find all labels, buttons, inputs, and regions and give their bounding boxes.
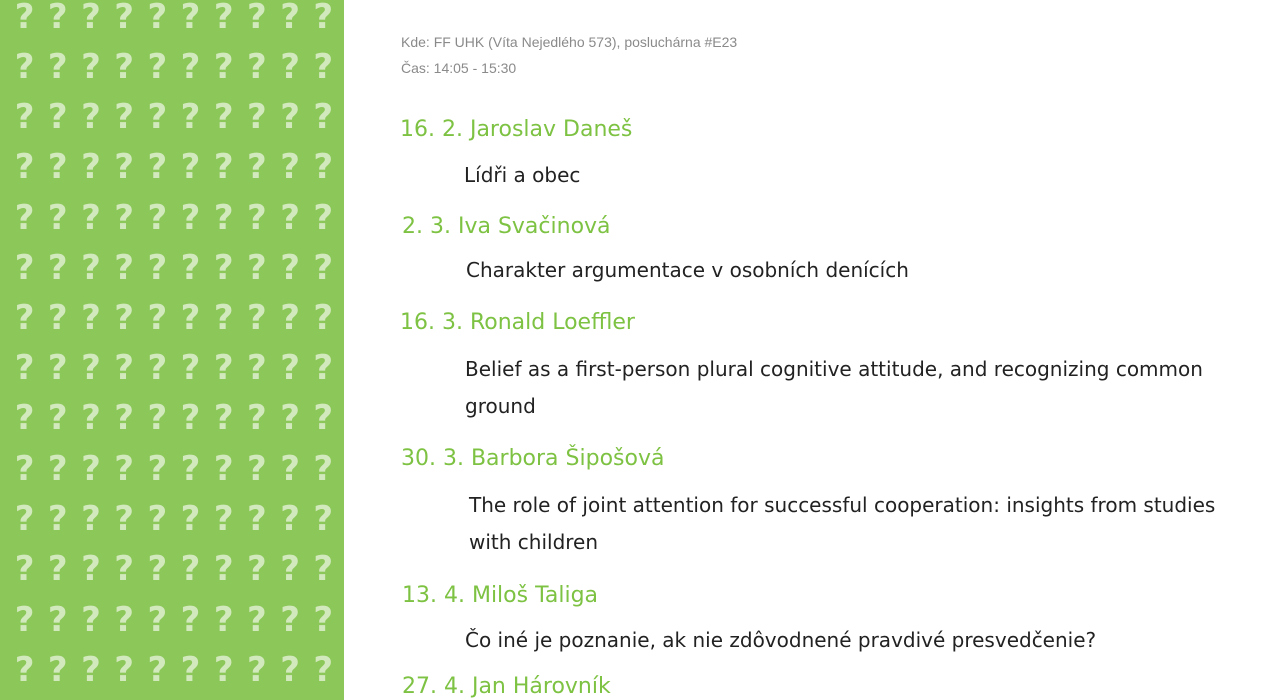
question-mark-icon: ? — [147, 549, 168, 589]
question-mark-icon: ? — [247, 248, 267, 288]
question-mark-icon: ? — [280, 198, 300, 238]
question-mark-icon: ? — [313, 549, 334, 589]
question-mark-icon: ? — [114, 398, 135, 438]
question-mark-row — [8, 595, 340, 645]
question-mark-icon: ? — [213, 398, 234, 438]
question-mark-icon: ? — [180, 298, 201, 338]
question-mark-icon: ? — [213, 0, 234, 37]
question-mark-icon: ? — [114, 198, 135, 238]
event-title: Lídři a obec — [464, 163, 581, 187]
question-mark-icon: ? — [280, 600, 300, 640]
question-mark-icon: ? — [213, 600, 234, 640]
event-date-speaker: 16. 2. Jaroslav Daneš — [400, 117, 633, 142]
question-mark-icon: ? — [14, 0, 35, 37]
question-mark-row — [8, 645, 340, 695]
question-mark-icon: ? — [147, 600, 168, 640]
question-mark-icon: ? — [14, 449, 35, 489]
question-mark-icon: ? — [47, 198, 68, 238]
question-mark-icon: ? — [47, 449, 68, 489]
event-title: Charakter argumentace v osobních denících — [466, 258, 909, 282]
question-mark-icon: ? — [313, 650, 334, 690]
question-mark-row — [8, 0, 340, 42]
question-mark-icon: ? — [180, 198, 201, 238]
question-mark-icon: ? — [14, 348, 35, 388]
question-mark-icon: ? — [81, 650, 101, 690]
question-mark-icon: ? — [81, 348, 101, 388]
question-mark-icon: ? — [81, 600, 101, 640]
question-mark-icon: ? — [147, 0, 168, 37]
question-mark-icon: ? — [114, 147, 135, 187]
question-mark-icon: ? — [313, 97, 334, 137]
question-mark-icon: ? — [247, 499, 267, 539]
question-mark-icon: ? — [247, 47, 267, 87]
question-mark-row — [8, 494, 340, 544]
question-mark-icon: ? — [213, 198, 234, 238]
event-date-speaker: 2. 3. Iva Svačinová — [402, 214, 611, 239]
question-mark-icon: ? — [180, 97, 201, 137]
question-mark-icon: ? — [47, 650, 68, 690]
question-mark-icon: ? — [14, 97, 35, 137]
question-mark-icon: ? — [180, 549, 201, 589]
question-mark-icon: ? — [180, 499, 201, 539]
question-mark-icon: ? — [81, 198, 101, 238]
question-mark-icon: ? — [114, 298, 135, 338]
question-mark-icon: ? — [247, 600, 267, 640]
event-date-speaker: 16. 3. Ronald Loeffler — [400, 310, 635, 335]
question-mark-icon: ? — [81, 147, 101, 187]
question-mark-icon: ? — [313, 0, 334, 37]
question-mark-icon: ? — [147, 147, 168, 187]
event-title: Čo iné je poznanie, ak nie zdôvodnené pravdivé presvedčenie? — [465, 628, 1097, 652]
question-mark-icon: ? — [313, 248, 334, 288]
question-mark-icon: ? — [280, 449, 300, 489]
question-mark-icon: ? — [14, 47, 35, 87]
question-mark-pattern-panel — [0, 0, 344, 700]
question-mark-icon: ? — [81, 499, 101, 539]
question-mark-icon: ? — [280, 650, 300, 690]
question-mark-icon: ? — [147, 499, 168, 539]
question-mark-icon: ? — [313, 147, 334, 187]
question-mark-icon: ? — [47, 248, 68, 288]
question-mark-icon: ? — [180, 348, 201, 388]
question-mark-row — [8, 193, 340, 243]
question-mark-icon: ? — [14, 549, 35, 589]
question-mark-icon: ? — [14, 248, 35, 288]
question-mark-icon: ? — [247, 549, 267, 589]
question-mark-icon: ? — [114, 348, 135, 388]
question-mark-icon: ? — [280, 298, 300, 338]
question-mark-icon: ? — [247, 650, 267, 690]
question-mark-icon: ? — [114, 0, 135, 37]
event-date-speaker: 13. 4. Miloš Taliga — [402, 583, 599, 608]
question-mark-row — [8, 42, 340, 92]
question-mark-icon: ? — [114, 600, 135, 640]
question-mark-icon: ? — [114, 549, 135, 589]
question-mark-icon: ? — [47, 499, 68, 539]
question-mark-icon: ? — [147, 650, 168, 690]
question-mark-icon: ? — [247, 97, 267, 137]
question-mark-row — [8, 544, 340, 594]
question-mark-icon: ? — [14, 600, 35, 640]
question-mark-icon: ? — [81, 248, 101, 288]
question-mark-icon: ? — [114, 650, 135, 690]
question-mark-icon: ? — [313, 499, 334, 539]
question-mark-icon: ? — [147, 248, 168, 288]
question-mark-icon: ? — [247, 198, 267, 238]
clipped-top-text — [400, 0, 1260, 6]
question-mark-icon: ? — [213, 248, 234, 288]
question-mark-icon: ? — [180, 449, 201, 489]
question-mark-icon: ? — [313, 449, 334, 489]
question-mark-icon: ? — [14, 650, 35, 690]
question-mark-icon: ? — [114, 449, 135, 489]
question-mark-icon: ? — [180, 47, 201, 87]
question-mark-icon: ? — [213, 298, 234, 338]
question-mark-icon: ? — [47, 298, 68, 338]
question-mark-icon: ? — [14, 398, 35, 438]
question-mark-icon: ? — [280, 499, 300, 539]
question-mark-icon: ? — [14, 198, 35, 238]
question-mark-icon: ? — [47, 398, 68, 438]
question-mark-icon: ? — [147, 348, 168, 388]
question-mark-icon: ? — [47, 97, 68, 137]
question-mark-icon: ? — [213, 449, 234, 489]
event-title: Belief as a first-person plural cognitive attitude, and recognizing common ground — [465, 357, 1203, 418]
question-mark-icon: ? — [47, 47, 68, 87]
question-mark-row — [8, 343, 340, 393]
question-mark-icon: ? — [47, 549, 68, 589]
question-mark-row — [8, 393, 340, 443]
question-mark-icon: ? — [313, 198, 334, 238]
schedule-content — [344, 0, 1270, 700]
question-mark-icon: ? — [213, 549, 234, 589]
question-mark-icon: ? — [114, 47, 135, 87]
question-mark-icon: ? — [14, 499, 35, 539]
question-mark-icon: ? — [180, 398, 201, 438]
question-mark-icon: ? — [47, 0, 68, 37]
question-mark-row — [8, 142, 340, 192]
question-mark-icon: ? — [47, 147, 68, 187]
question-mark-icon: ? — [114, 248, 135, 288]
question-mark-icon: ? — [313, 348, 334, 388]
event-date-speaker: 30. 3. Barbora Šipošová — [401, 446, 665, 471]
question-mark-row — [8, 293, 340, 343]
question-mark-icon: ? — [81, 0, 101, 37]
question-mark-icon: ? — [81, 449, 101, 489]
event-title: The role of joint attention for successful cooperation: insights from studies with children — [469, 493, 1216, 554]
question-mark-icon: ? — [180, 0, 201, 37]
question-mark-icon: ? — [81, 47, 101, 87]
question-mark-icon: ? — [180, 600, 201, 640]
question-mark-icon: ? — [14, 298, 35, 338]
question-mark-icon: ? — [213, 650, 234, 690]
question-mark-icon: ? — [313, 298, 334, 338]
question-mark-icon: ? — [213, 147, 234, 187]
question-mark-icon: ? — [147, 449, 168, 489]
question-mark-icon: ? — [313, 398, 334, 438]
question-mark-icon: ? — [180, 147, 201, 187]
question-mark-row — [8, 92, 340, 142]
question-mark-icon: ? — [81, 549, 101, 589]
question-mark-icon: ? — [180, 248, 201, 288]
question-mark-icon: ? — [247, 348, 267, 388]
question-mark-icon: ? — [213, 47, 234, 87]
question-mark-icon: ? — [147, 398, 168, 438]
question-mark-icon: ? — [280, 398, 300, 438]
question-mark-icon: ? — [247, 147, 267, 187]
question-mark-icon: ? — [280, 348, 300, 388]
location-line: Kde: FF UHK (Víta Nejedlého 573), posluchárna #E23 — [401, 34, 738, 50]
time-line: Čas: 14:05 - 15:30 — [401, 60, 517, 76]
question-mark-icon: ? — [280, 147, 300, 187]
question-mark-icon: ? — [147, 298, 168, 338]
question-mark-icon: ? — [313, 47, 334, 87]
question-mark-icon: ? — [247, 298, 267, 338]
question-mark-icon: ? — [313, 600, 334, 640]
question-mark-icon: ? — [147, 97, 168, 137]
question-mark-icon: ? — [81, 398, 101, 438]
question-mark-row — [8, 444, 340, 494]
event-date-speaker: 27. 4. Jan Hárovník — [402, 674, 611, 699]
question-mark-icon: ? — [280, 47, 300, 87]
question-mark-row — [8, 243, 340, 293]
question-mark-icon: ? — [114, 499, 135, 539]
question-mark-icon: ? — [47, 348, 68, 388]
question-mark-icon: ? — [247, 0, 267, 37]
question-mark-icon: ? — [280, 248, 300, 288]
question-mark-icon: ? — [47, 600, 68, 640]
question-mark-icon: ? — [14, 147, 35, 187]
question-mark-icon: ? — [114, 97, 135, 137]
question-mark-icon: ? — [280, 549, 300, 589]
question-mark-icon: ? — [81, 298, 101, 338]
question-mark-icon: ? — [180, 650, 201, 690]
question-mark-icon: ? — [247, 398, 267, 438]
question-mark-icon: ? — [213, 97, 234, 137]
question-mark-icon: ? — [280, 0, 300, 37]
question-mark-icon: ? — [147, 47, 168, 87]
question-mark-icon: ? — [247, 449, 267, 489]
question-mark-icon: ? — [81, 97, 101, 137]
question-mark-icon: ? — [213, 499, 234, 539]
question-mark-icon: ? — [147, 198, 168, 238]
question-mark-icon: ? — [280, 97, 300, 137]
question-mark-icon: ? — [213, 348, 234, 388]
